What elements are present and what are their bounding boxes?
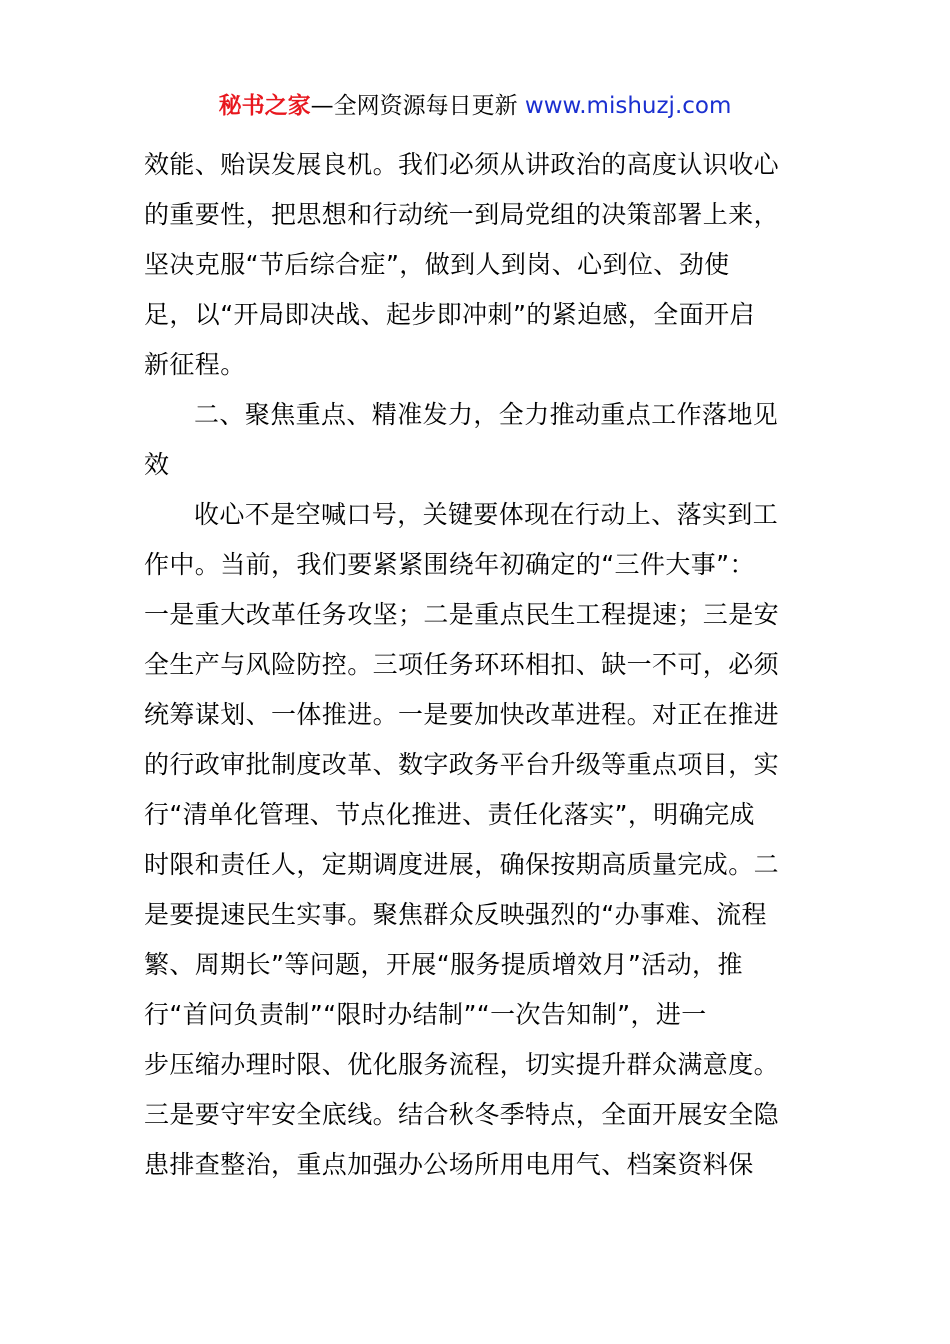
text-line: 行“首问负责制”“限时办结制”“一次告知制”，进一	[144, 1000, 707, 1029]
text-line: 足，以“开局即决战、起步即冲刺”的紧迫感，全面开启	[144, 300, 755, 329]
site-brand: 秘书之家	[218, 93, 311, 119]
site-slogan: —全网资源每日更新	[310, 93, 525, 119]
site-url[interactable]: www.mishuzj.com	[524, 93, 732, 119]
text-line: 收心不是空喊口号，关键要体现在行动上、落实到工	[194, 500, 779, 529]
text-line: 统筹谋划、一体推进。一是要加快改革进程。对正在推进	[144, 700, 780, 729]
section-heading: 二、聚焦重点、精准发力，全力推动重点工作落地见	[194, 400, 779, 429]
section-heading: 效	[144, 450, 170, 479]
text-line: 效能、贻误发展良机。我们必须从讲政治的高度认识收心	[144, 150, 780, 179]
text-line: 作中。当前，我们要紧紧围绕年初确定的“三件大事”：	[144, 550, 755, 579]
site-header	[0, 86, 950, 126]
text-line: 行“清单化管理、节点化推进、责任化落实”，明确完成	[144, 800, 755, 829]
text-line: 时限和责任人，定期调度进展，确保按期高质量完成。二	[144, 850, 780, 879]
text-line: 新征程。	[144, 350, 246, 379]
text-line: 坚决克服“节后综合症”，做到人到岗、心到位、劲使	[144, 250, 730, 279]
text-line: 患排查整治，重点加强办公场所用电用气、档案资料保	[144, 1150, 754, 1179]
text-line: 是要提速民生实事。聚焦群众反映强烈的“办事难、流程	[144, 900, 767, 929]
text-line: 三是要守牢安全底线。结合秋冬季特点，全面开展安全隐	[144, 1100, 780, 1129]
text-line: 繁、周期长”等问题，开展“服务提质增效月”活动，推	[144, 950, 743, 979]
text-line: 的行政审批制度改革、数字政务平台升级等重点项目，实	[144, 750, 780, 779]
text-line: 步压缩办理时限、优化服务流程，切实提升群众满意度。	[144, 1050, 780, 1079]
text-line: 的重要性，把思想和行动统一到局党组的决策部署上来，	[144, 200, 780, 229]
text-line: 全生产与风险防控。三项任务环环相扣、缺一不可，必须	[144, 650, 780, 679]
text-line: 一是重大改革任务攻坚；二是重点民生工程提速；三是安	[144, 600, 780, 629]
